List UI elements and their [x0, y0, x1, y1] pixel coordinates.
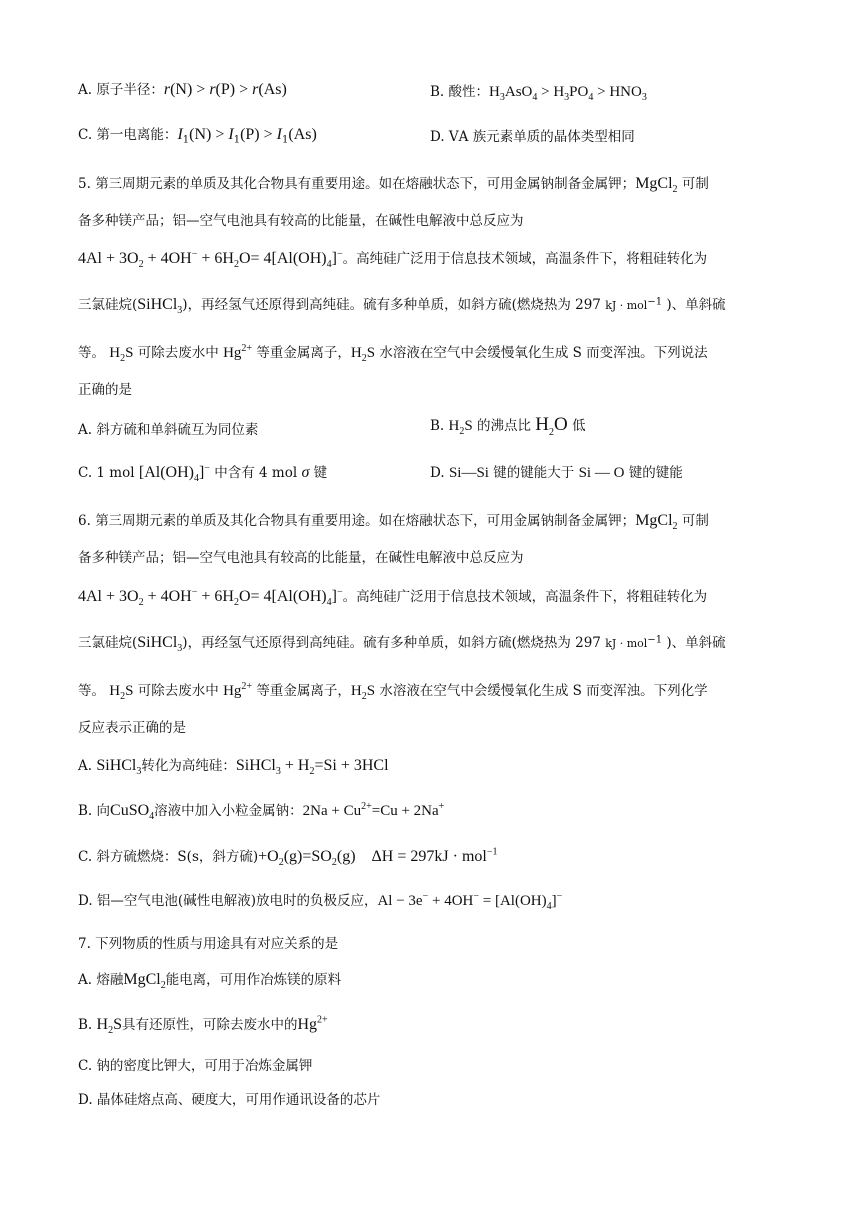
q5-stem-line5: 等。 $H_2S$ 可除去废水中 $Hg^{2+}$ 等重金属离子，$H_2S$ 水溶液在空气中会缓慢氧化生成 S 而变浑浊。下列说法 — [78, 343, 708, 364]
q7-option-b: B. $H_2S$具有还原性，可除去废水中的$Hg^{2+}$ — [78, 1014, 328, 1037]
q7-stem: 7. 下列物质的性质与用途具有对应关系的是 — [78, 936, 339, 952]
q5-option-c: C. 1 mol $[Al(OH)_4]^-$ 中含有 4 mol σ 键 — [78, 462, 328, 485]
q5-option-d: D. Si—Si 键的键能大于 Si — O 键的键能 — [430, 465, 683, 481]
q5-stem-line3: $4Al + 3O_2 + 4OH^- + 6H_2O= 4[Al(OH)_4]^-$。高纯硅广泛用于信息技术领域，高温条件下，将粗硅转化为 — [78, 248, 708, 271]
q6-option-b: B. 向CuSO$_4$溶液中加入小粒金属钠：$2Na + Cu^{2+}=Cu + 2Na^+$ — [78, 801, 445, 823]
q6-stem-line3: $4Al + 3O_2 + 4OH^- + 6H_2O= 4[Al(OH)_4]^-$。高纯硅广泛用于信息技术领域，高温条件下，将粗硅转化为 — [78, 586, 708, 609]
q4-option-d: D. ⅤA 族元素单质的晶体类型相同 — [430, 129, 635, 145]
q7-option-c: C. 钠的密度比钾大，可用于冶炼金属钾 — [78, 1058, 313, 1074]
q6-stem-line5: 等。 $H_2S$ 可除去废水中 $Hg^{2+}$ 等重金属离子，$H_2S$ 水溶液在空气中会缓慢氧化生成 S 而变浑浊。下列化学 — [78, 681, 708, 702]
q6-option-c: C. 斜方硫燃烧：S(s，斜方硫)$+O_2(g)=SO_2(g)$ ΔH = 297kJ · mol$^{-1}$ — [78, 846, 498, 869]
q4-option-b: B. 酸性：$H_3AsO_4 > H_3PO_4 > HNO_3$ — [430, 84, 647, 103]
q5-option-b: B. $H_2S$ 的沸点比 $H_2O$ 低 — [430, 414, 586, 438]
q6-stem-line6: 反应表示正确的是 — [78, 720, 186, 736]
q7-option-a: A. 熔融MgCl$_2$能电离，可用作冶炼镁的原料 — [78, 971, 342, 992]
q5-stem-line4: 三氯硅烷(SiHCl$_3$)，再经氢气还原得到高纯硅。硫有多种单质，如斜方硫(燃烧热为 297 kJ · mol$^{-1}$ )、单斜硫 — [78, 296, 726, 317]
q6-stem-line4: 三氯硅烷(SiHCl$_3$)，再经氢气还原得到高纯硅。硫有多种单质，如斜方硫(燃烧热为 297 kJ · mol$^{-1}$ )、单斜硫 — [78, 634, 726, 655]
q5-stem-line6: 正确的是 — [78, 382, 132, 398]
q6-option-a: A. SiHCl$_3$转化为高纯硅：SiHCl$_3$ + $H_2=Si + 3HCl$ — [78, 757, 389, 778]
q5-stem-line2: 备多种镁产品；铝—空气电池具有较高的比能量，在碱性电解液中总反应为 — [78, 213, 524, 229]
q6-stem-line1: 6. 第三周期元素的单质及其化合物具有重要用途。如在熔融状态下，可用金属钠制备金属钾；MgCl$_2$ 可制 — [78, 512, 709, 533]
q5-stem-line1: 5. 第三周期元素的单质及其化合物具有重要用途。如在熔融状态下，可用金属钠制备金属钾；MgCl$_2$ 可制 — [78, 175, 709, 196]
q6-option-d: D. 铝—空气电池(碱性电解液)放电时的负极反应，$Al - 3e^- + 4OH^- = [Al(OH)_4]^-$ — [78, 891, 563, 912]
q7-option-d: D. 晶体硅熔点高、硬度大，可用作通讯设备的芯片 — [78, 1092, 381, 1108]
q5-option-a: A. 斜方硫和单斜硫互为同位素 — [78, 422, 259, 438]
q4-option-a: A. 原子半径：r(N) > r(P) > r(As) — [78, 81, 287, 98]
q6-stem-line2: 备多种镁产品；铝—空气电池具有较高的比能量，在碱性电解液中总反应为 — [78, 550, 524, 566]
q4-option-c: C. 第一电离能：$I_1(N) > I_1(P) > I_1(As)$ — [78, 126, 317, 146]
